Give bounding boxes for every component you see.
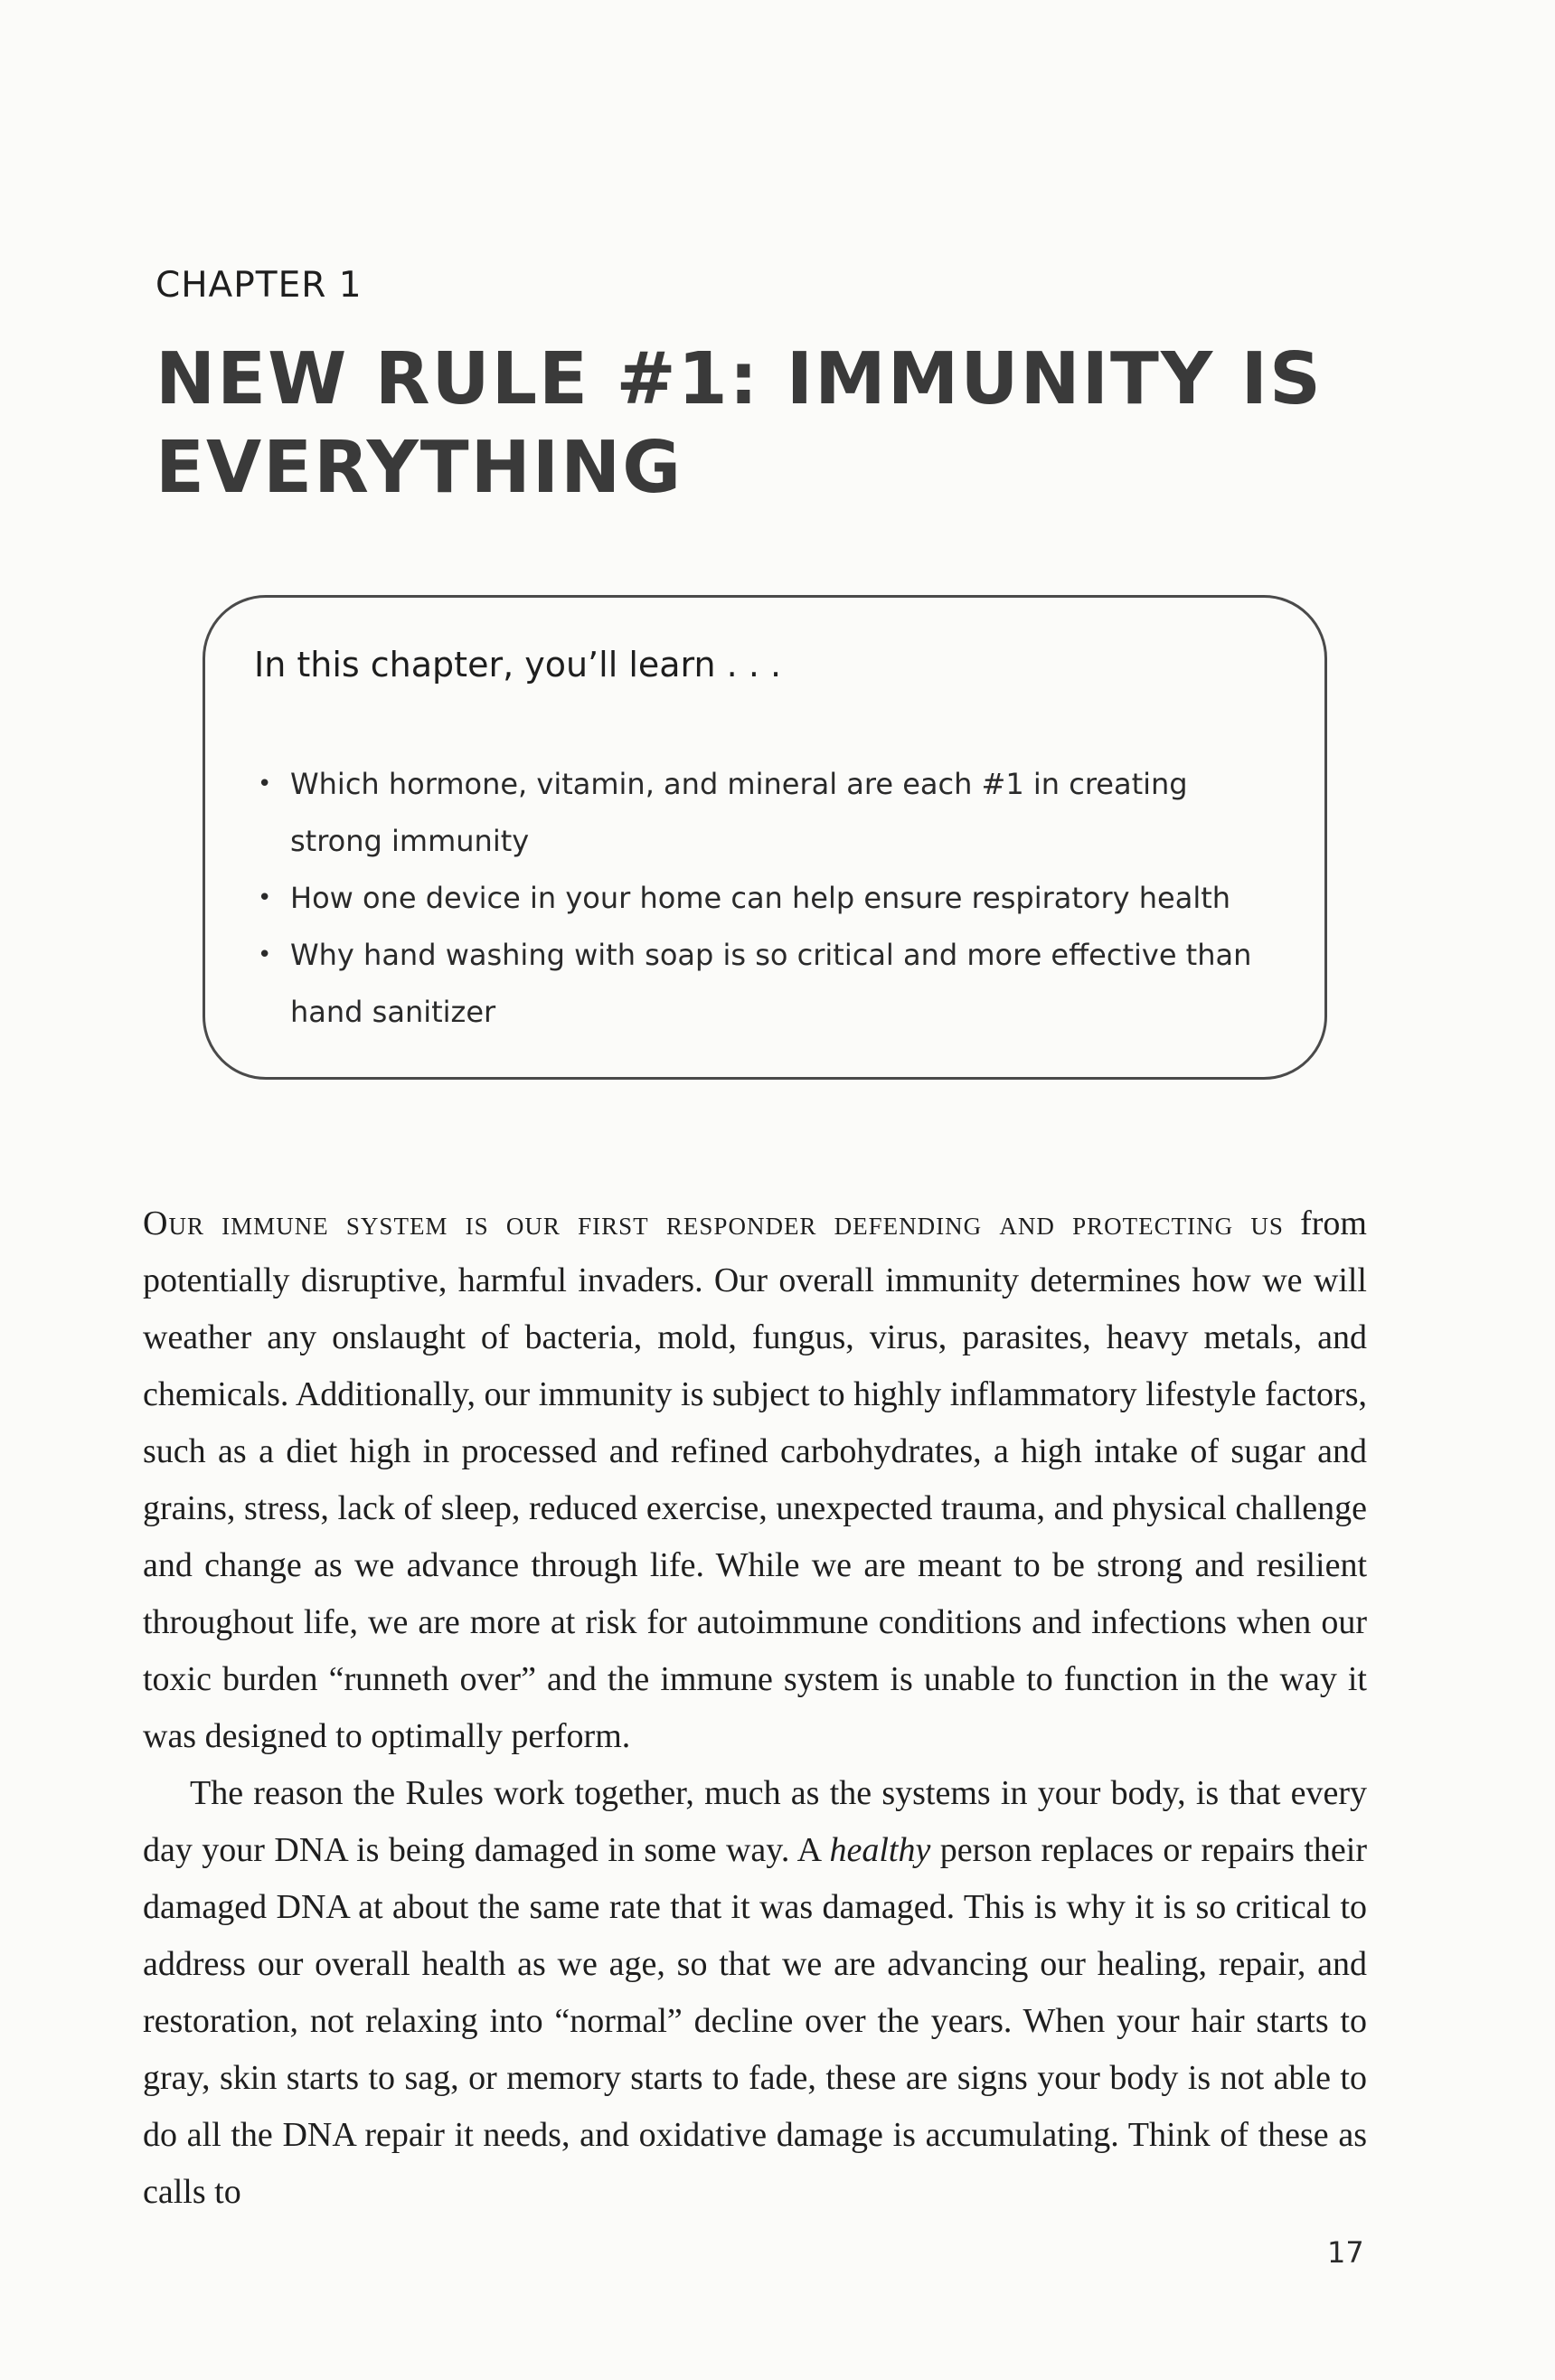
- paragraph-2-text-start: The reason the Rules work together, much as the systems in your body, is that every day your DNA is being damaged in some way. A: [143, 1774, 1367, 1869]
- chapter-title: [156, 335, 1331, 512]
- body-text: [143, 1195, 1367, 2221]
- list-item: • Why hand washing with soap is so critical and more effective than hand sanitizer: [254, 927, 1276, 1041]
- paragraph-2-text-end: person replaces or repairs their damaged DNA at about the same rate that it was damaged. This is why it is so critical to address our overall health as we age, so that we are advancing our healing, repair, and restoration, not relaxing into “normal” decline over the years. When your hair starts to gray, skin starts to sag, or memory starts to fade, these are signs your body is not able to do all the DNA repair it needs, and oxidative damage is accumulating. Think of these as calls to: [143, 1831, 1367, 2211]
- list-item: • How one device in your home can help ensure respiratory health: [254, 870, 1276, 927]
- chapter-title-line-2: EVERYTHING: [156, 426, 683, 509]
- emphasis-healthy: healthy: [829, 1831, 931, 1869]
- learning-objectives-heading: In this chapter, you’ll learn . . .: [254, 645, 782, 685]
- paragraph-1: [143, 1195, 1367, 1765]
- list-item: • Which hormone, vitamin, and mineral are each #1 in creating strong immunity: [254, 756, 1276, 870]
- page-number: 17: [1327, 2235, 1364, 2270]
- chapter-label: CHAPTER 1: [156, 265, 363, 306]
- paragraph-1-text: from potentially disruptive, harmful invaders. Our overall immunity determines how we will weather any onslaught of bacteria, mold, fungus, virus, parasites, heavy metals, and chemicals. Additionally, our immunity is subject to highly inflammatory lifestyle factors, such as a diet high in processed and refined carbohydrates, a high intake of sugar and grains, stress, lack of sleep, reduced exercise, unexpected trauma, and physical challenge and change as we advance through life. While we are meant to be strong and resilient throughout life, we are more at risk for autoimmune conditions and infections when our toxic burden “runneth over” and the immune system is unable to function in the way it was designed to optimally perform.: [143, 1204, 1367, 1755]
- learning-objectives-list: [254, 756, 1276, 1041]
- chapter-title-line-1: NEW RULE #1: IMMUNITY IS: [156, 337, 1323, 420]
- paragraph-lead-in: Our immune system is our first responder defending and protecting us: [143, 1204, 1284, 1242]
- paragraph-2: [143, 1765, 1367, 2221]
- learning-objectives-box: [203, 595, 1327, 1080]
